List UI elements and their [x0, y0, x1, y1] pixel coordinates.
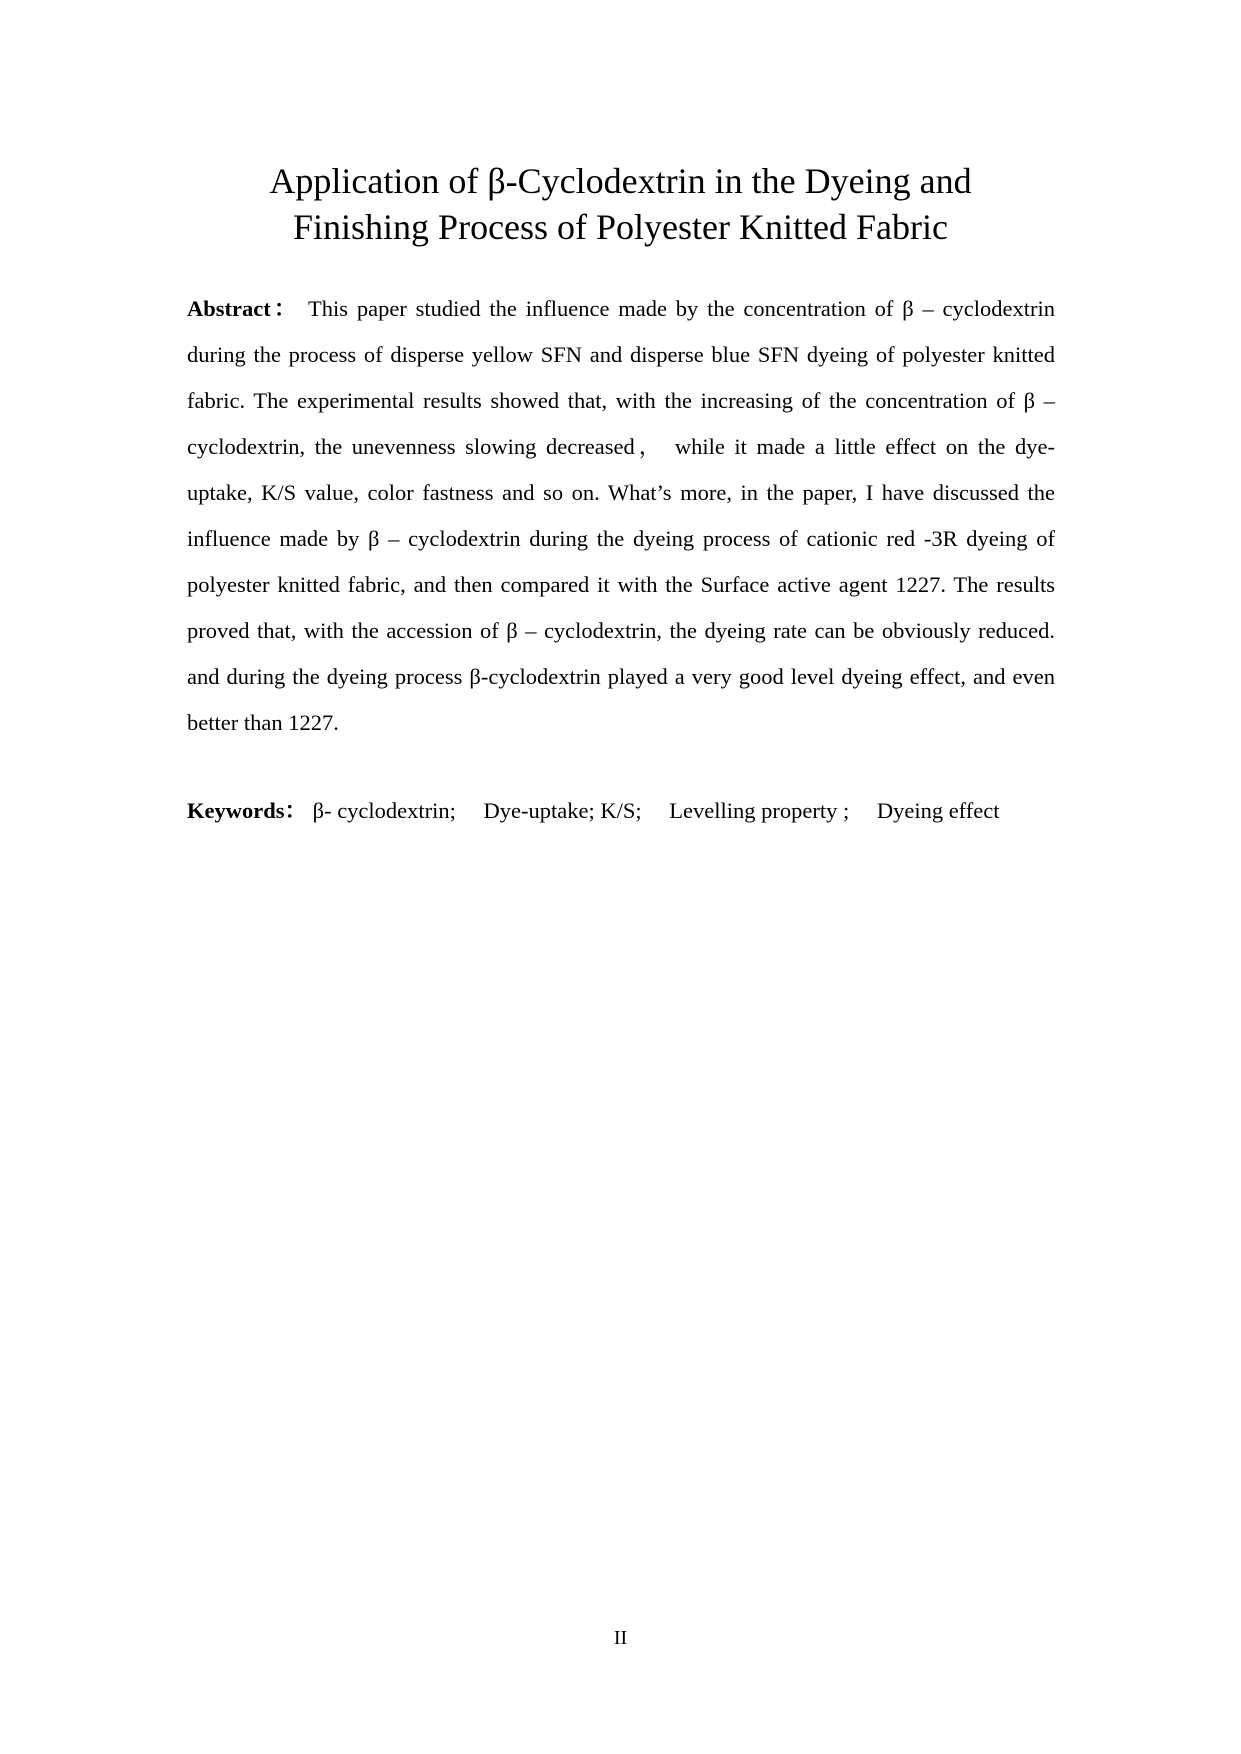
keyword-item: Dye-uptake; K/S;	[483, 798, 642, 823]
paper-title-line-1: Application of β-Cyclodextrin in the Dyeing and	[269, 161, 972, 201]
abstract-paragraph	[187, 286, 1055, 746]
paper-title-line-2: Finishing Process of Polyester Knitted Fabric	[293, 207, 948, 247]
keywords-line	[187, 788, 1087, 834]
keywords-label: Keywords：	[187, 798, 307, 823]
abstract-text: This paper studied the influence made by the concentration of β – cyclodextrin during the process of disperse yellow SFN and disperse blue SFN dyeing of polyester knitted fabric. The experimental results showed that, with the increasing of the concentration of β – cyclodextrin, the unevenness slowing decreased， while it made a little effect on the dye-uptake, K/S value, color fastness and so on. What’s more, in the paper, I have discussed the influence made by β – cyclodextrin during the dyeing process of cationic red -3R dyeing of polyester knitted fabric, and then compared it with the Surface active agent 1227. The results proved that, with the accession of β – cyclodextrin, the dyeing rate can be obviously reduced. and during the dyeing process β-cyclodextrin played a very good level dyeing effect, and even better than 1227.	[187, 296, 1055, 735]
keyword-item: Dyeing effect	[876, 798, 1000, 823]
abstract-label: Abstract：	[187, 296, 300, 321]
paper-title	[0, 158, 1241, 250]
page-number: II	[613, 1627, 628, 1649]
keyword-item: β- cyclodextrin;	[312, 798, 456, 823]
keyword-item: Levelling property ;	[669, 798, 850, 823]
